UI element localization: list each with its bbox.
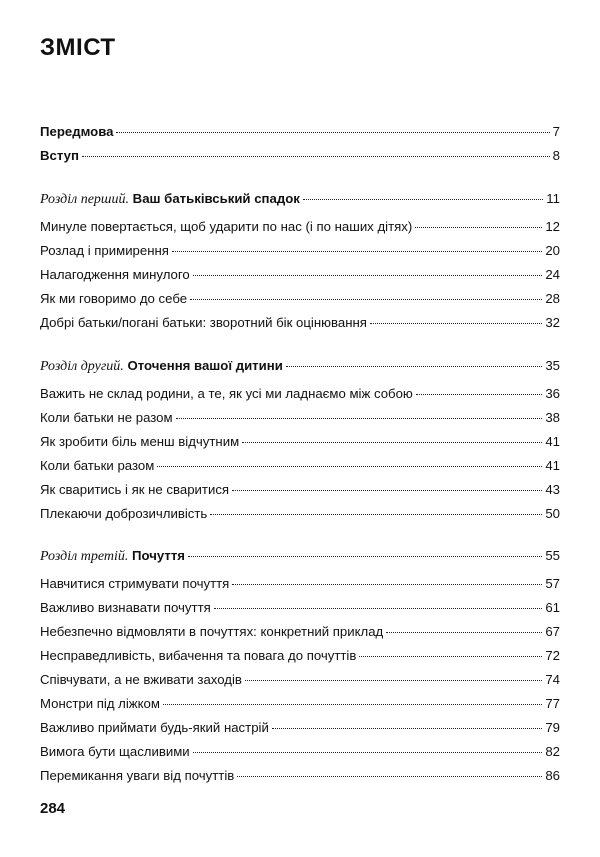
toc-entry-page: 28 (545, 291, 560, 306)
toc-entry-title: Несправедливість, вибачення та повага до почуттів (40, 648, 357, 663)
toc-entry-title: Добрі батьки/погані батьки: зворотний бік оцінювання (40, 315, 367, 330)
toc-entry-title: Плекаючи доброзичливість (40, 506, 208, 521)
leader-dots (163, 704, 542, 705)
toc-entry-title: Минуле повертається, щоб ударити по нас (і по наших дітях) (40, 219, 413, 234)
leader-dots (82, 156, 550, 157)
toc-entry-page: 72 (545, 648, 560, 663)
toc-entry-page: 50 (545, 506, 560, 521)
toc-entry-page: 8 (552, 148, 560, 163)
toc-entry-title: Вступ (40, 148, 79, 163)
toc-section-heading (40, 358, 560, 375)
toc-entry-title: Як зробити біль менш відчутним (40, 434, 240, 449)
page-number: 284 (40, 800, 66, 817)
toc-entry-page: 41 (545, 434, 560, 449)
toc-entry-title: Коли батьки не разом (40, 410, 173, 425)
toc-entry-page: 82 (545, 744, 560, 759)
leader-dots (176, 418, 543, 419)
leader-dots (359, 656, 542, 657)
toc-entry (40, 434, 560, 450)
toc-entry (40, 624, 560, 640)
leader-dots (237, 776, 542, 777)
toc-entry-page: 36 (545, 386, 560, 401)
toc-entry-title: Розлад і примирення (40, 243, 169, 258)
toc-entry-page: 24 (545, 267, 560, 282)
toc-entry-page: 61 (545, 600, 560, 615)
toc-entry-page: 86 (545, 768, 560, 783)
leader-dots (370, 323, 542, 324)
toc-entry-title: Як сваритись і як не сваритися (40, 482, 230, 497)
toc-entry (40, 458, 560, 474)
leader-dots (416, 394, 543, 395)
page-title: ЗМІСТ (40, 34, 116, 61)
toc-entry-title: Як ми говоримо до себе (40, 291, 188, 306)
toc-entry-page: 67 (545, 624, 560, 639)
leader-dots (286, 366, 543, 367)
toc-entry (40, 744, 560, 760)
leader-dots (232, 584, 542, 585)
toc-entry-page: 20 (545, 243, 560, 258)
leader-dots (188, 556, 542, 557)
toc-entry-title: Важить не склад родини, а те, як усі ми ладнаємо між собою (40, 386, 413, 401)
toc-entry (40, 243, 560, 259)
toc-entry-page: 77 (545, 696, 560, 711)
toc-entry-title: Коли батьки разом (40, 458, 155, 473)
section-name: Почуття (132, 548, 186, 563)
toc-entry (40, 672, 560, 688)
leader-dots (386, 632, 542, 633)
leader-dots (232, 490, 542, 491)
toc-entry (40, 600, 560, 616)
toc-entry-title: Передмова (40, 124, 114, 139)
toc-entry (40, 576, 560, 592)
toc-entry-title: Небезпечно відмовляти в почуттях: конкретний приклад (40, 624, 384, 639)
leader-dots (242, 442, 542, 443)
toc-entry-page: 35 (545, 358, 560, 373)
toc-entry-title: Перемикання уваги від почуттів (40, 768, 235, 783)
toc-entry-preface (40, 124, 560, 140)
section-label: Розділ перший. (40, 192, 129, 207)
leader-dots (303, 199, 543, 200)
leader-dots (193, 275, 543, 276)
toc-entry (40, 267, 560, 283)
toc-entry (40, 219, 560, 235)
leader-dots (116, 132, 549, 133)
toc-entry (40, 315, 560, 331)
section-label: Розділ третій. (40, 549, 129, 564)
section-name: Оточення вашої дитини (127, 358, 283, 373)
leader-dots (245, 680, 542, 681)
toc-section-heading (40, 548, 560, 565)
toc-entry-title: Налагодження минулого (40, 267, 190, 282)
toc-entry-page: 55 (545, 548, 560, 563)
toc-entry-page: 7 (552, 124, 560, 139)
toc-entry-page: 43 (545, 482, 560, 497)
toc-entry-title: Вимога бути щасливими (40, 744, 190, 759)
leader-dots (190, 299, 542, 300)
toc-entry-page: 12 (545, 219, 560, 234)
toc-entry-page: 11 (546, 191, 560, 206)
toc-entry (40, 410, 560, 426)
toc-entry (40, 386, 560, 402)
toc-entry-title: Важливо визнавати почуття (40, 600, 211, 615)
toc-entry-page: 32 (545, 315, 560, 330)
toc-entry-title: Важливо приймати будь-який настрій (40, 720, 269, 735)
toc-entry-title: Навчитися стримувати почуття (40, 576, 230, 591)
toc-entry-page: 57 (545, 576, 560, 591)
leader-dots (415, 227, 542, 228)
toc-entry (40, 768, 560, 784)
toc-entry (40, 291, 560, 307)
toc-entry (40, 696, 560, 712)
toc-section-heading (40, 191, 560, 208)
section-name: Ваш батьківський спадок (132, 191, 300, 206)
toc-entry (40, 506, 560, 522)
toc-entry-title: Співчувати, а не вживати заходів (40, 672, 242, 687)
toc-entry (40, 648, 560, 664)
leader-dots (210, 514, 542, 515)
toc-entry-page: 41 (545, 458, 560, 473)
toc-entry-title: Монстри під ліжком (40, 696, 160, 711)
leader-dots (157, 466, 542, 467)
section-label: Розділ другий. (40, 359, 124, 374)
toc-entry-page: 38 (545, 410, 560, 425)
toc-entry-introduction (40, 148, 560, 164)
leader-dots (272, 728, 543, 729)
toc-entry-page: 79 (545, 720, 560, 735)
leader-dots (172, 251, 542, 252)
toc-entry (40, 482, 560, 498)
leader-dots (193, 752, 543, 753)
leader-dots (214, 608, 543, 609)
toc-entry (40, 720, 560, 736)
toc-entry-page: 74 (545, 672, 560, 687)
